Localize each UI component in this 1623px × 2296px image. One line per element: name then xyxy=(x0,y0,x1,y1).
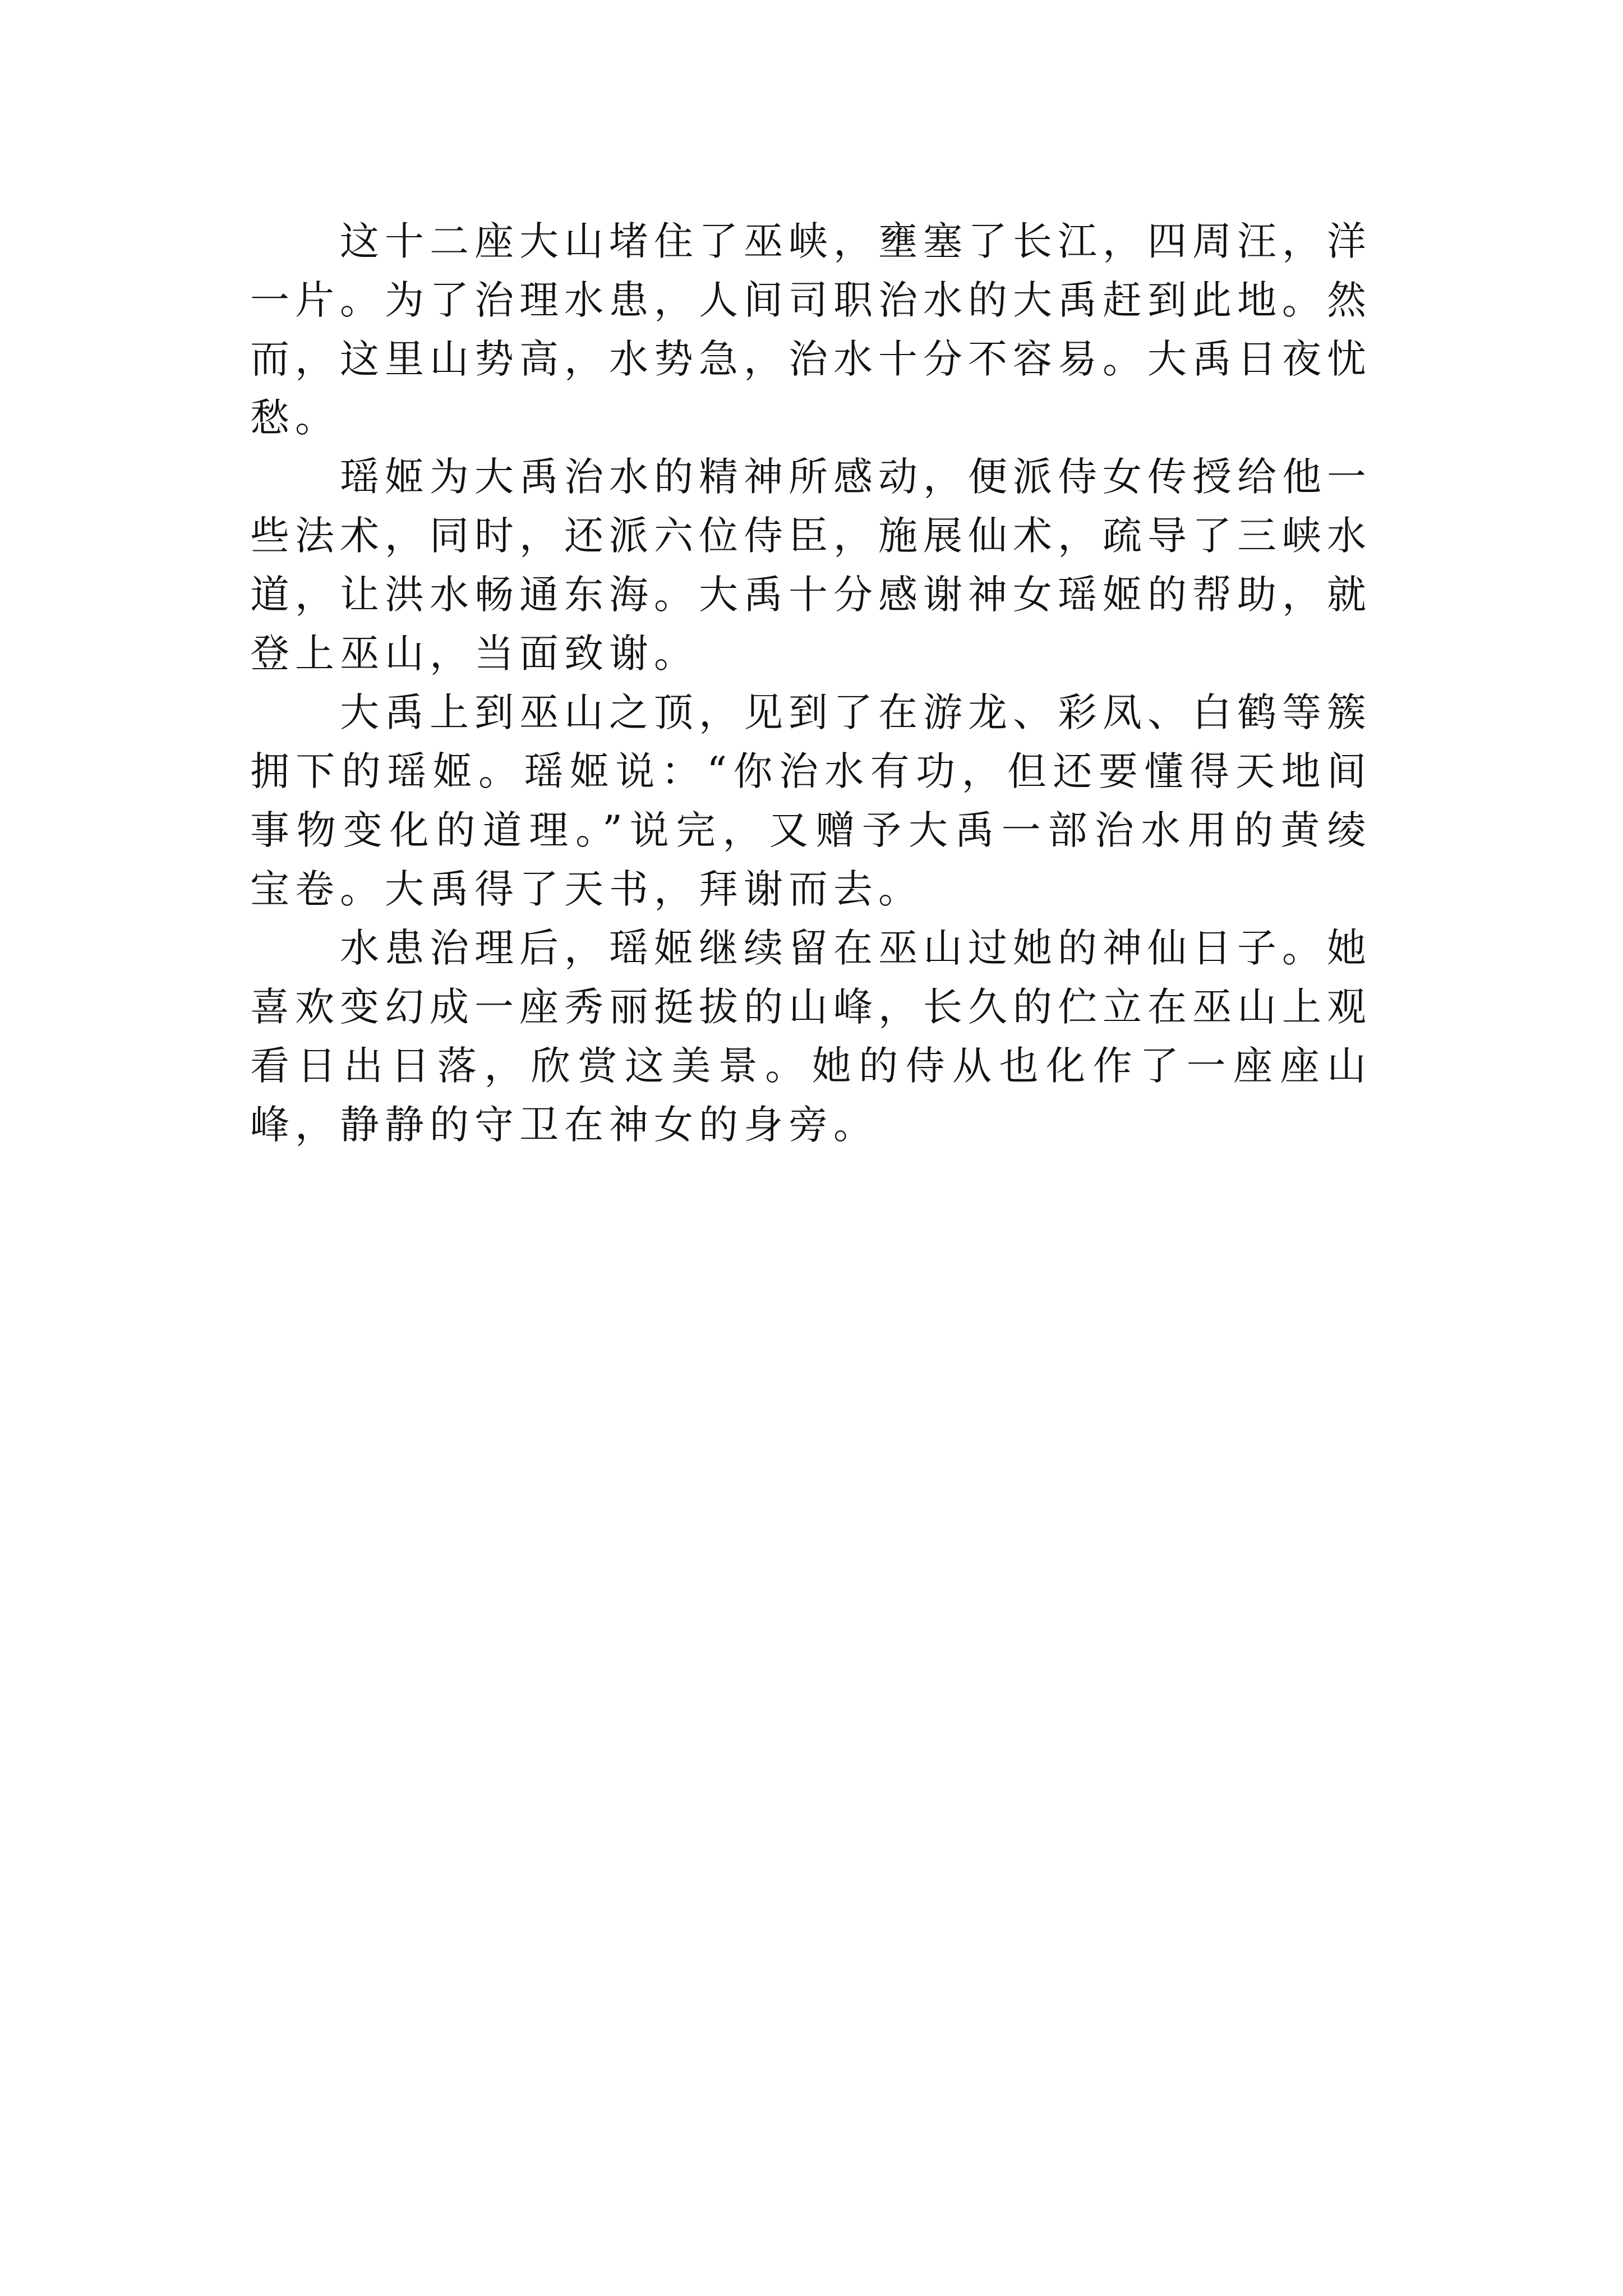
paragraph: 瑶姬为大禹治水的精神所感动，便派侍女传授给他一些法术，同时，还派六位侍臣，施展仙术，疏导了三峡水道，让洪水畅通东海。大禹十分感谢神女瑶姬的帮助，就登上巫山，当面致谢。 xyxy=(250,454,1372,677)
document-body xyxy=(250,212,1372,1154)
paragraph: 这十二座大山堵住了巫峡，壅塞了长江，四周汪，洋一片。为了治理水患，人间司职治水的大禹赶到此地。然而，这里山势高，水势急，治水十分不容易。大禹日夜忧愁。 xyxy=(250,218,1372,441)
paragraph: 大禹上到巫山之顶，见到了在游龙、彩凤、白鹤等簇拥下的瑶姬。瑶姬说：“你治水有功，但还要懂得天地间事物变化的道理。”说完，又赠予大禹一部治水用的黄绫宝卷。大禹得了天书，拜谢而去。 xyxy=(250,689,1372,912)
paragraph: 水患治理后，瑶姬继续留在巫山过她的神仙日子。她喜欢变幻成一座秀丽挺拔的山峰，长久的伫立在巫山上观看日出日落，欣赏这美景。她的侍从也化作了一座座山峰，静静的守卫在神女的身旁。 xyxy=(250,925,1372,1148)
